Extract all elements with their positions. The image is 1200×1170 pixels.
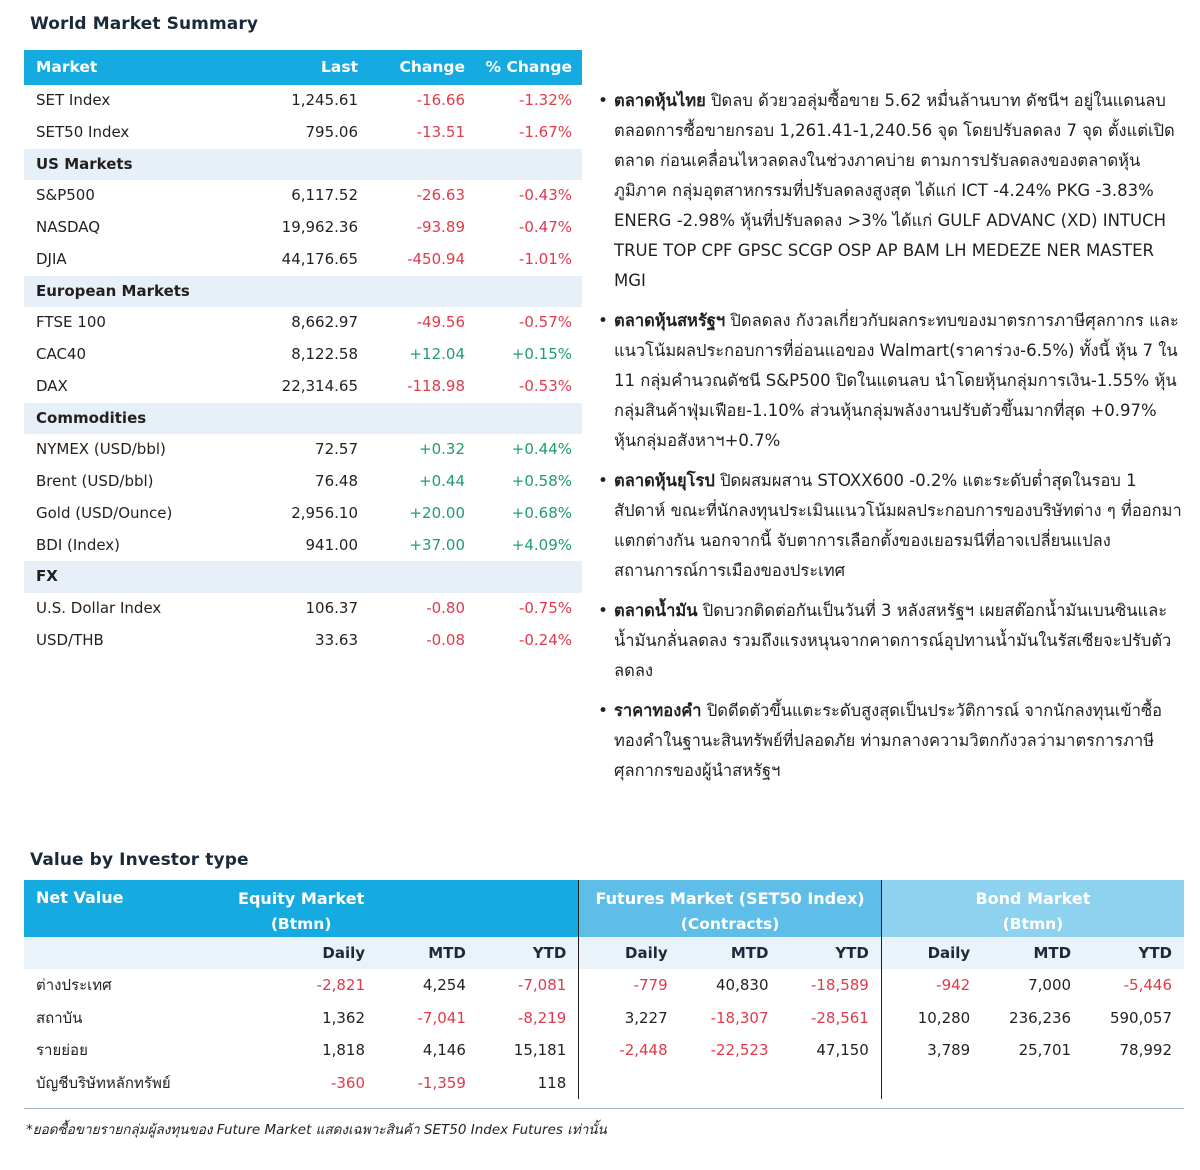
market-name: DAX <box>24 371 256 403</box>
world-table-header-row <box>24 50 582 85</box>
column-header-market: Market <box>24 50 256 85</box>
column-header-last: Last <box>256 50 368 85</box>
bullet-dot-icon: • <box>598 91 609 111</box>
market-name: S&P500 <box>24 180 256 212</box>
investor-subheader-spacer <box>24 937 276 969</box>
subheader-equity-mtd: MTD <box>377 937 478 969</box>
market-pct-change-value: -1.67% <box>475 117 582 149</box>
market-group-row <box>24 276 582 308</box>
market-group-row <box>24 149 582 181</box>
investor-value-futures-mtd <box>680 1067 781 1100</box>
commentary-bullet-text: ปิดดีดตัวขึ้นแตะระดับสูงสุดเป็นประวัติการณ์ จากนักลงทุนเข้าซื้อทองคำในฐานะสินทรัพย์ที่ปลอดภัย ท่ามกลางความวิตกกังวลว่ามาตรการภาษีศุลกากรของผู้นำสหรัฐฯ <box>614 701 1163 780</box>
group-label-bond: Bond Market <box>975 889 1091 908</box>
investor-value-equity-ytd: 118 <box>478 1067 579 1100</box>
investor-value-bond-ytd: 78,992 <box>1083 1034 1184 1067</box>
market-last-value: 33.63 <box>256 625 368 657</box>
market-group-row <box>24 403 582 435</box>
investor-value-equity-ytd: -8,219 <box>478 1002 579 1035</box>
investor-value-bond-mtd: 236,236 <box>982 1002 1083 1035</box>
market-group-label: US Markets <box>24 149 582 181</box>
commentary-bullet-text: ปิดลดลง กังวลเกี่ยวกับผลกระทบของมาตรการภาษีศุลกากร และแนวโน้มผลประกอบการที่อ่อนแอของ Walmart(ราคาร่วง-6.5%) ทั้งนี้ หุ้น 7 ใน 11 กลุ่มคำนวณดัชนี S&P500 ปิดในแดนลบ นำโดยหุ้นกลุ่มการเงิน-1.55% หุ้นกลุ่มสินค้าฟุ่มเฟือย-1.10% ส่วนหุ้นกลุ่มพลังงานปรับตัวขึ้นมากที่สุด +0.97% หุ้นกลุ่มอสังหาฯ+0.7% <box>614 311 1179 450</box>
footnote: *ยอดซื้อขายรายกลุ่มผู้ลงทุนของ Future Market แสดงเฉพาะสินค้า SET50 Index Futures เท่านั้น <box>26 1122 607 1138</box>
market-change-value: -118.98 <box>368 371 475 403</box>
investor-value-equity-mtd: 4,146 <box>377 1034 478 1067</box>
investor-table-body <box>24 969 1184 1099</box>
market-change-value: +37.00 <box>368 530 475 562</box>
market-name: NYMEX (USD/bbl) <box>24 434 256 466</box>
market-name: SET Index <box>24 85 256 117</box>
bullet-dot-icon: • <box>598 601 609 621</box>
net-value-label: Net Value <box>36 888 124 907</box>
bullet-dot-icon: • <box>598 701 609 721</box>
market-change-value: -93.89 <box>368 212 475 244</box>
market-group-row <box>24 561 582 593</box>
investor-value-futures-mtd: -22,523 <box>680 1034 781 1067</box>
market-pct-change-value: -0.43% <box>475 180 582 212</box>
investor-value-futures-daily: 3,227 <box>579 1002 680 1035</box>
investor-type-name: บัญชีบริษัทหลักทรัพย์ <box>24 1067 276 1100</box>
group-unit-equity: (Btmn) <box>270 915 332 933</box>
group-header-bond-market <box>881 880 1184 937</box>
market-row <box>24 85 582 117</box>
market-change-value: +12.04 <box>368 339 475 371</box>
market-last-value: 76.48 <box>256 466 368 498</box>
market-pct-change-value: -1.01% <box>475 244 582 276</box>
subheader-bond-mtd: MTD <box>982 937 1083 969</box>
market-last-value: 1,245.61 <box>256 85 368 117</box>
group-header-futures-market <box>579 880 882 937</box>
investor-value-futures-daily <box>579 1067 680 1100</box>
investor-value-bond-ytd: 590,057 <box>1083 1002 1184 1035</box>
market-row <box>24 625 582 657</box>
commentary-bullet-lead: ราคาทองคำ <box>614 701 702 720</box>
investor-value-equity-daily: 1,362 <box>276 1002 377 1035</box>
market-change-value: -16.66 <box>368 85 475 117</box>
market-group-label: Commodities <box>24 403 582 435</box>
investor-value-futures-daily: -779 <box>579 969 680 1002</box>
subheader-futures-ytd: YTD <box>781 937 882 969</box>
market-last-value: 8,122.58 <box>256 339 368 371</box>
investor-value-futures-mtd: -18,307 <box>680 1002 781 1035</box>
commentary-bullet <box>598 596 1184 686</box>
market-name: USD/THB <box>24 625 256 657</box>
market-pct-change-value: -0.53% <box>475 371 582 403</box>
investor-value-bond-daily: -942 <box>881 969 982 1002</box>
investor-value-equity-ytd: 15,181 <box>478 1034 579 1067</box>
market-pct-change-value: +4.09% <box>475 530 582 562</box>
market-name: SET50 Index <box>24 117 256 149</box>
column-header-pct-change: % Change <box>475 50 582 85</box>
market-row <box>24 212 582 244</box>
subheader-equity-ytd: YTD <box>478 937 579 969</box>
market-name: FTSE 100 <box>24 307 256 339</box>
market-pct-change-value: -0.75% <box>475 593 582 625</box>
market-commentary <box>598 86 1184 796</box>
investor-value-equity-daily: -2,821 <box>276 969 377 1002</box>
commentary-bullet-lead: ตลาดหุ้นไทย <box>614 91 706 110</box>
market-last-value: 8,662.97 <box>256 307 368 339</box>
market-name: NASDAQ <box>24 212 256 244</box>
commentary-bullet-lead: ตลาดหุ้นยุโรป <box>614 471 715 490</box>
market-row <box>24 339 582 371</box>
market-name: U.S. Dollar Index <box>24 593 256 625</box>
investor-value-equity-mtd: -1,359 <box>377 1067 478 1100</box>
market-row <box>24 434 582 466</box>
investor-type-name: รายย่อย <box>24 1034 276 1067</box>
market-row <box>24 498 582 530</box>
commentary-bullet <box>598 696 1184 786</box>
investor-value-bond-daily: 10,280 <box>881 1002 982 1035</box>
market-change-value: +20.00 <box>368 498 475 530</box>
world-market-summary-table <box>24 50 582 657</box>
investor-value-equity-daily: 1,818 <box>276 1034 377 1067</box>
subheader-bond-ytd: YTD <box>1083 937 1184 969</box>
investor-value-equity-mtd: -7,041 <box>377 1002 478 1035</box>
subheader-futures-daily: Daily <box>579 937 680 969</box>
investor-value-equity-ytd: -7,081 <box>478 969 579 1002</box>
investor-row <box>24 969 1184 1002</box>
market-group-label: European Markets <box>24 276 582 308</box>
market-last-value: 22,314.65 <box>256 371 368 403</box>
market-pct-change-value: -0.57% <box>475 307 582 339</box>
market-row <box>24 530 582 562</box>
market-change-value: -0.08 <box>368 625 475 657</box>
group-label-equity: Equity Market <box>238 889 365 908</box>
subheader-futures-mtd: MTD <box>680 937 781 969</box>
market-row <box>24 371 582 403</box>
market-last-value: 106.37 <box>256 593 368 625</box>
commentary-bullet-text: ปิดบวกติดต่อกันเป็นวันที่ 3 หลังสหรัฐฯ เผยสต๊อกน้ำมันเบนซินและน้ำมันกลั่นลดลง รวมถึงแรงหนุนจากคาดการณ์อุปทานน้ำมันในรัสเซียจะปรับตัวลดลง <box>614 601 1172 680</box>
investor-value-bond-daily <box>881 1067 982 1100</box>
column-header-change: Change <box>368 50 475 85</box>
commentary-bullet-lead: ตลาดน้ำมัน <box>614 601 698 620</box>
market-pct-change-value: +0.58% <box>475 466 582 498</box>
investor-value-bond-ytd <box>1083 1067 1184 1100</box>
commentary-bullet-text: ปิดลบ ด้วยวอลุ่มซื้อขาย 5.62 หมื่นล้านบาท ดัชนีฯ อยู่ในแดนลบตลอดการซื้อขายกรอบ 1,261.41-1,240.56 จุด โดยปรับลดลง 7 จุด ตั้งแต่เปิดตลาด ก่อนเคลื่อนไหวลดลงในช่วงภาคบ่าย ตามการปรับลดลงของตลาดหุ้นภูมิภาค กลุ่มอุตสาหกรรมที่ปรับลดลงสูงสุด ได้แก่ ICT -4.24% PKG -3.83% ENERG -2.98% หุ้นที่ปรับลดลง >3% ได้แก่ GULF ADVANC (XD) INTUCH TRUE TOP CPF GPSC SCGP OSP AP BAM LH MEDEZE NER MASTER MGI <box>614 91 1175 290</box>
investor-value-bond-mtd: 25,701 <box>982 1034 1083 1067</box>
investor-value-bond-ytd: -5,446 <box>1083 969 1184 1002</box>
commentary-bullet-lead: ตลาดหุ้นสหรัฐฯ <box>614 311 726 330</box>
market-last-value: 941.00 <box>256 530 368 562</box>
market-pct-change-value: -0.24% <box>475 625 582 657</box>
market-row <box>24 307 582 339</box>
group-unit-futures: (Contracts) <box>680 915 780 933</box>
market-name: DJIA <box>24 244 256 276</box>
commentary-bullet-body <box>614 696 1184 786</box>
market-row <box>24 593 582 625</box>
world-market-summary-title: World Market Summary <box>30 14 259 34</box>
market-name: CAC40 <box>24 339 256 371</box>
market-last-value: 2,956.10 <box>256 498 368 530</box>
bullet-dot-icon: • <box>598 471 609 491</box>
market-pct-change-value: -0.47% <box>475 212 582 244</box>
commentary-bullet-body <box>614 306 1184 456</box>
value-by-investor-type-table <box>24 880 1184 1099</box>
commentary-bullet-body <box>614 596 1184 686</box>
market-row <box>24 117 582 149</box>
investor-table-bottom-rule <box>24 1108 1184 1109</box>
investor-value-futures-ytd <box>781 1067 882 1100</box>
market-name: BDI (Index) <box>24 530 256 562</box>
group-label-futures: Futures Market (SET50 Index) <box>595 889 865 908</box>
market-change-value: -0.80 <box>368 593 475 625</box>
investor-value-bond-daily: 3,789 <box>881 1034 982 1067</box>
group-unit-bond: (Btmn) <box>1002 915 1064 933</box>
commentary-bullet <box>598 306 1184 456</box>
investor-value-futures-daily: -2,448 <box>579 1034 680 1067</box>
subheader-bond-daily: Daily <box>881 937 982 969</box>
market-last-value: 6,117.52 <box>256 180 368 212</box>
market-pct-change-value: -1.32% <box>475 85 582 117</box>
market-change-value: -49.56 <box>368 307 475 339</box>
investor-value-futures-ytd: 47,150 <box>781 1034 882 1067</box>
market-last-value: 44,176.65 <box>256 244 368 276</box>
world-table-body <box>24 85 582 657</box>
investor-value-bond-mtd: 7,000 <box>982 969 1083 1002</box>
investor-value-bond-mtd <box>982 1067 1083 1100</box>
market-row <box>24 466 582 498</box>
bullet-dot-icon: • <box>598 311 609 331</box>
market-name: Brent (USD/bbl) <box>24 466 256 498</box>
commentary-bullet-body <box>614 466 1184 586</box>
commentary-bullet <box>598 86 1184 296</box>
investor-row <box>24 1002 1184 1035</box>
investor-value-futures-mtd: 40,830 <box>680 969 781 1002</box>
commentary-bullet <box>598 466 1184 586</box>
market-change-value: +0.32 <box>368 434 475 466</box>
investor-value-futures-ytd: -28,561 <box>781 1002 882 1035</box>
commentary-bullet-body <box>614 86 1184 296</box>
market-change-value: -26.63 <box>368 180 475 212</box>
investor-row <box>24 1034 1184 1067</box>
investor-value-equity-daily: -360 <box>276 1067 377 1100</box>
investor-type-name: ต่างประเทศ <box>24 969 276 1002</box>
market-row <box>24 244 582 276</box>
market-last-value: 72.57 <box>256 434 368 466</box>
market-pct-change-value: +0.68% <box>475 498 582 530</box>
investor-value-futures-ytd: -18,589 <box>781 969 882 1002</box>
subheader-equity-daily: Daily <box>276 937 377 969</box>
investor-value-equity-mtd: 4,254 <box>377 969 478 1002</box>
market-change-value: -13.51 <box>368 117 475 149</box>
market-last-value: 19,962.36 <box>256 212 368 244</box>
market-change-value: -450.94 <box>368 244 475 276</box>
market-pct-change-value: +0.44% <box>475 434 582 466</box>
market-last-value: 795.06 <box>256 117 368 149</box>
investor-subheader-row <box>24 937 1184 969</box>
investor-group-header-row <box>24 880 1184 937</box>
market-change-value: +0.44 <box>368 466 475 498</box>
market-pct-change-value: +0.15% <box>475 339 582 371</box>
market-group-label: FX <box>24 561 582 593</box>
market-name: Gold (USD/Ounce) <box>24 498 256 530</box>
commentary-bullet-text: ปิดผสมผสาน STOXX600 -0.2% แตะระดับต่ำสุดในรอบ 1 สัปดาห์ ขณะที่นักลงทุนประเมินแนวโน้มผลประกอบการของบริษัทต่าง ๆ ที่ออกมาแตกต่างกัน นอกจากนี้ จับตาการเลือกตั้งของเยอรมนีที่อาจเปลี่ยนแปลงสถานการณ์การเมืองของประเทศ <box>614 471 1182 580</box>
market-row <box>24 180 582 212</box>
investor-row <box>24 1067 1184 1100</box>
value-by-investor-type-title: Value by Investor type <box>30 850 249 870</box>
investor-type-name: สถาบัน <box>24 1002 276 1035</box>
